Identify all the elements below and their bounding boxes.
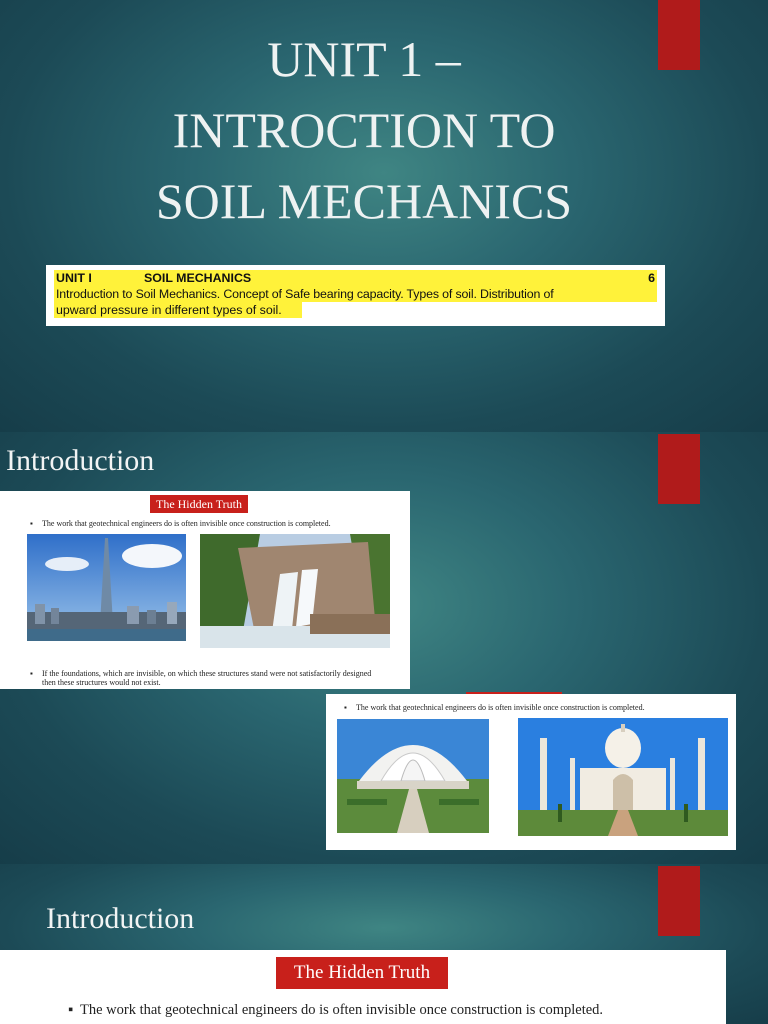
slide-3 bbox=[0, 864, 768, 1024]
skyscraper-photo bbox=[27, 534, 186, 641]
hidden-truth-badge: The Hidden Truth bbox=[150, 495, 248, 513]
title-line-1: UNIT 1 – bbox=[267, 31, 461, 87]
screenshot-card-3 bbox=[0, 950, 726, 1024]
syllabus-header-row bbox=[54, 270, 657, 286]
screenshot-card-2 bbox=[326, 694, 736, 850]
syllabus-line-2 bbox=[54, 302, 302, 318]
syllabus-excerpt bbox=[46, 265, 665, 326]
bullet-text: ▪ The work that geotechnical engineers do is often invisible once construction is completed. bbox=[356, 703, 645, 712]
lotus-temple-photo bbox=[337, 719, 489, 833]
title-line-2: INTROCTION TO bbox=[172, 102, 556, 158]
dam-photo bbox=[200, 534, 390, 648]
syllabus-text-1: Introduction to Soil Mechanics. Concept of Safe bearing capacity. Types of soil. Distribution of bbox=[56, 287, 554, 301]
syllabus-text-2: upward pressure in different types of soil. bbox=[56, 303, 282, 317]
bullet-text-continued: then these structures would not exist. bbox=[42, 678, 161, 687]
syllabus-subject: SOIL MECHANICS bbox=[144, 271, 252, 285]
syllabus-line-1 bbox=[54, 286, 657, 302]
accent-bar bbox=[658, 434, 700, 504]
title-line-3: SOIL MECHANICS bbox=[155, 173, 573, 229]
section-heading: Introduction bbox=[6, 444, 155, 477]
hidden-truth-badge: The Hidden Truth bbox=[276, 957, 448, 989]
screenshot-card-1 bbox=[0, 491, 410, 689]
accent-bar bbox=[658, 866, 700, 936]
slide-1 bbox=[0, 0, 768, 432]
syllabus-unit: UNIT I bbox=[56, 271, 92, 285]
bullet-text: ▪ If the foundations, which are invisible, on which these structures stand were not satisfactorily designed bbox=[42, 669, 371, 678]
taj-mahal-photo bbox=[518, 718, 728, 836]
slide-title bbox=[0, 24, 728, 237]
slide-2 bbox=[0, 432, 768, 864]
section-heading: Introduction bbox=[46, 902, 195, 935]
syllabus-hours: 6 bbox=[648, 271, 655, 285]
bullet-text: ▪ The work that geotechnical engineers do is often invisible once construction is completed. bbox=[42, 519, 331, 528]
bullet-text: ▪ The work that geotechnical engineers do is often invisible once construction is completed. bbox=[80, 1002, 603, 1019]
